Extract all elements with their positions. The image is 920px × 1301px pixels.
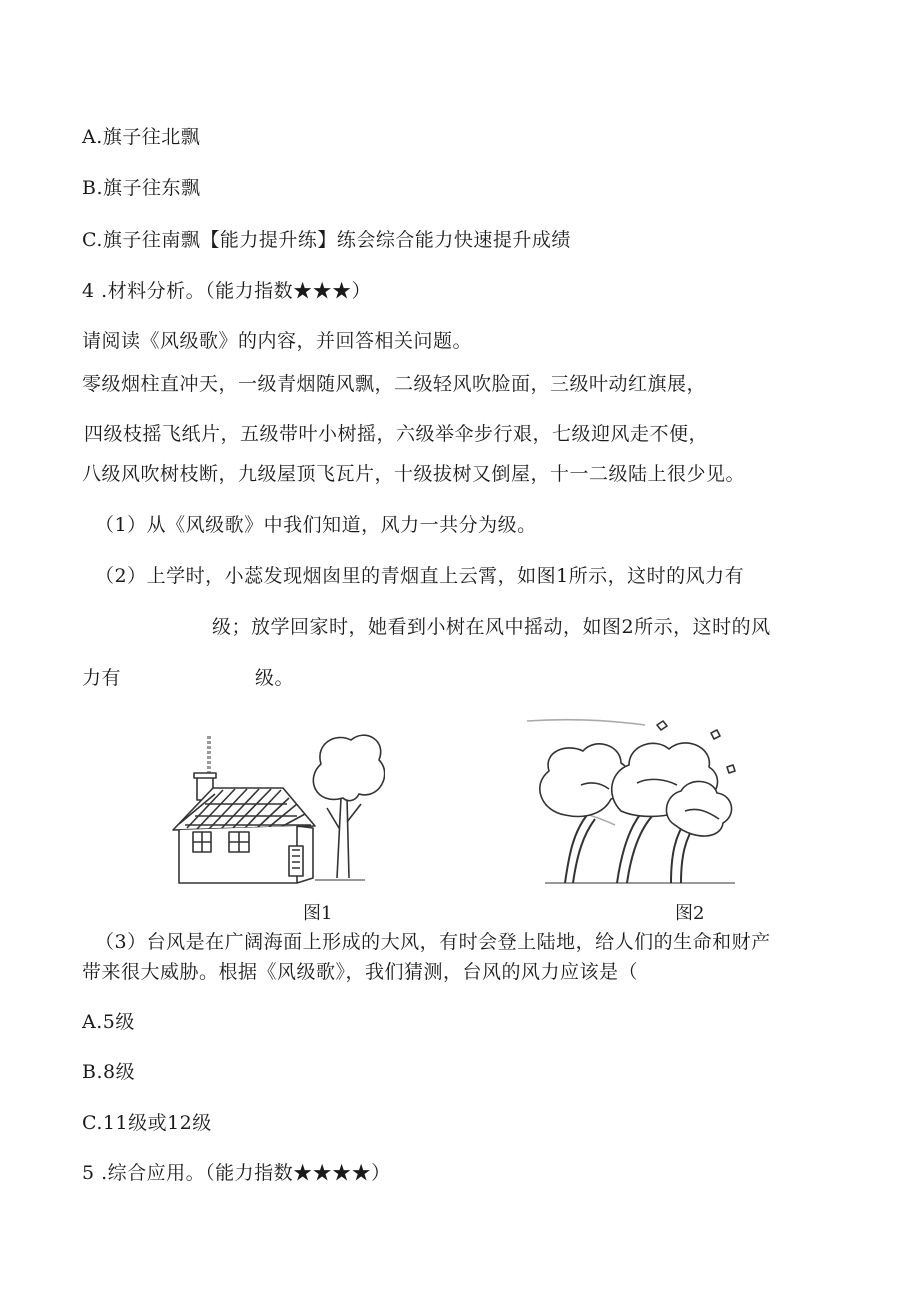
wind-song-line-1: 零级烟柱直冲天，一级青烟随风飘，二级轻风吹脸面，三级叶动红旗展， — [82, 373, 707, 395]
question-4-intro: 请阅读《风级歌》的内容，并回答相关问题。 — [82, 330, 473, 352]
option-c-flag-south: C.旗子往南飘【能力提升练】练会综合能力快速提升成绩 — [82, 229, 571, 251]
sub-question-2-line-3b: 级。 — [255, 667, 295, 689]
question-4-title: 4 .材料分析。（能力指数★★★） — [82, 280, 372, 302]
sub-question-1: （1）从《风级歌》中我们知道，风力一共分为级。 — [95, 514, 537, 536]
figure-1-house-illustration — [165, 728, 385, 893]
question-5-title: 5 .综合应用。（能力指数★★★★） — [82, 1162, 391, 1184]
option-a-level-5: A.5级 — [82, 1011, 135, 1033]
figure-2-caption: 图2 — [675, 903, 705, 924]
wind-song-line-3: 八级风吹树枝断，九级屋顶飞瓦片，十级拔树又倒屋，十一二级陆上很少见。 — [82, 463, 746, 485]
sub-question-2-line-2: 级；放学回家时，她看到小树在风中摇动，如图2所示，这时的风 — [212, 616, 771, 638]
figure-2-windy-trees-illustration — [525, 715, 755, 890]
option-c-level-11-or-12: C.11级或12级 — [82, 1112, 212, 1134]
sub-question-2-line-1: （2）上学时，小蕊发现烟囱里的青烟直上云霄，如图1所示，这时的风力有 — [95, 565, 745, 587]
wind-song-line-2: 四级枝摇飞纸片，五级带叶小树摇，六级举伞步行艰，七级迎风走不便， — [84, 423, 709, 445]
option-b-level-8: B.8级 — [82, 1061, 136, 1083]
option-b-flag-east: B.旗子往东飘 — [82, 177, 201, 199]
sub-question-2-line-3a: 力有 — [82, 667, 122, 689]
option-a-flag-north: A.旗子往北飘 — [82, 126, 201, 148]
figure-1-caption: 图1 — [303, 903, 333, 924]
sub-question-3-line-2: 带来很大威胁。根据《风级歌》，我们猜测，台风的风力应该是（ — [82, 961, 639, 983]
sub-question-3-line-1: （3）台风是在广阔海面上形成的大风，有时会登上陆地，给人们的生命和财产 — [95, 931, 771, 953]
